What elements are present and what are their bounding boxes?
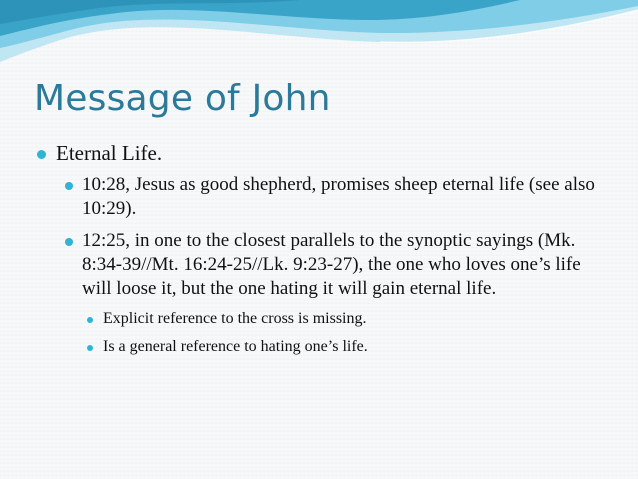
bullet-text: Is a general reference to hating one’s life. [103, 338, 368, 355]
bullet-text: Explicit reference to the cross is missing. [103, 310, 367, 327]
bullet-dot-icon [65, 182, 73, 190]
list-item [36, 140, 596, 167]
bullet-dot-icon [87, 345, 93, 351]
bullet-dot-icon [65, 238, 73, 246]
list-item [86, 309, 596, 329]
bullet-dot-icon [37, 150, 46, 159]
list-item [86, 337, 596, 357]
list-item [64, 173, 596, 221]
list-item [64, 229, 596, 301]
bullet-text: 10:28, Jesus as good shepherd, promises sheep eternal life (see also 10:29). [82, 174, 595, 219]
bullet-list [36, 140, 596, 365]
header-wave-decoration [0, 0, 638, 80]
bullet-dot-icon [87, 317, 93, 323]
slide-title: Message of John [34, 78, 331, 119]
bullet-text: 12:25, in one to the closest parallels to the synoptic sayings (Mk. 8:34-39//Mt. 16:24-25//Lk. 9:23-27), the one who loves one’s life will loose it, but the one hating it will gain eternal life. [82, 230, 581, 299]
bullet-text: Eternal Life. [56, 141, 163, 165]
